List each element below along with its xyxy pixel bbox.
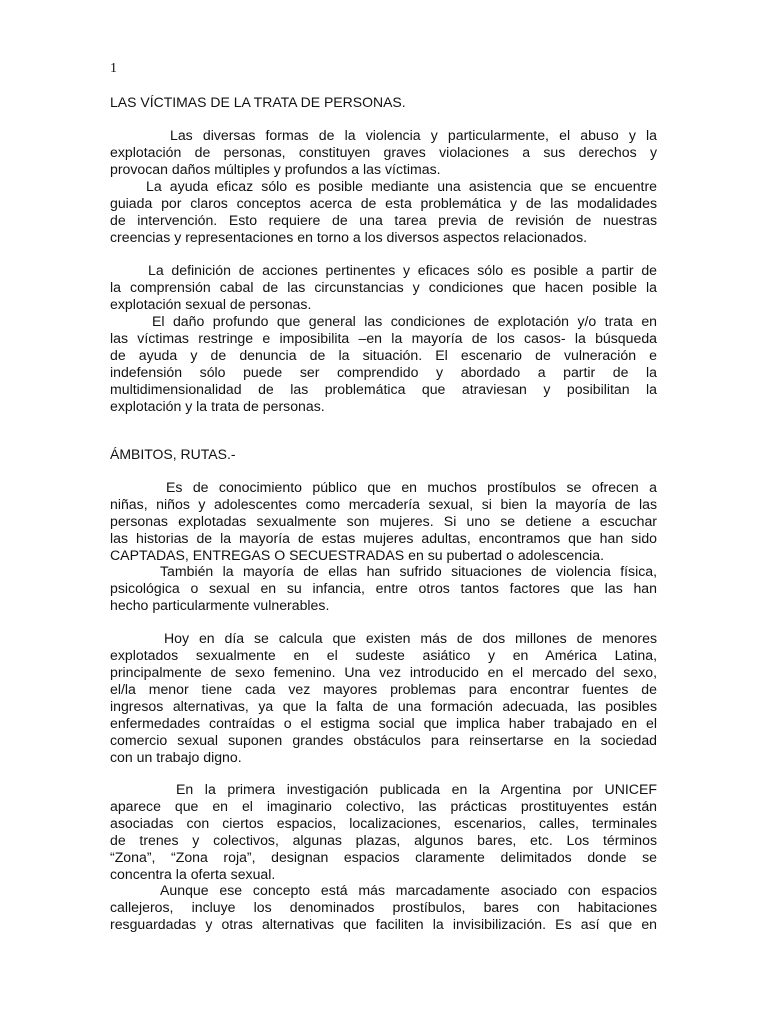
text-line: hecho particularmente vulnerables. [110,597,330,613]
text-line: explotados sexualmente en el sudeste asiático y en América Latina, [110,647,657,663]
text-line: La definición de acciones pertinentes y eficaces sólo es posible a partir de [148,262,657,278]
document-title: LAS VÍCTIMAS DE LA TRATA DE PERSONAS. [110,94,406,110]
paragraph-8 [110,781,657,883]
text-line: aparece que en el imaginario colectivo, las prácticas prostituyentes están [110,798,657,814]
paragraph-9 [110,882,657,933]
paragraph-1 [110,127,657,178]
paragraph-2 [110,178,657,246]
text-line: comercio sexual suponen grandes obstáculos para reinsertarse en la sociedad [110,732,657,748]
text-line: personas explotadas sexualmente son mujeres. Si uno se detiene a escuchar [110,513,657,529]
text-line: enfermedades contraídas o el estigma social que implica haber trabajado en el [110,715,657,731]
text-line: creencias y representaciones en torno a los diversos aspectos relacionados. [110,229,588,245]
text-line: asociadas con ciertos espacios, localizaciones, escenarios, calles, terminales [110,815,657,831]
text-line: las víctimas restringe e imposibilita –en la mayoría de los casos- la búsqueda [110,330,657,346]
text-line: concentra la oferta sexual. [110,866,276,882]
text-line: niñas, niños y adolescentes como mercadería sexual, si bien la mayoría de las [110,496,657,512]
text-line: psicológica o sexual en su infancia, entre otros tantos factores que las han [110,580,657,596]
text-line: de ayuda y de denuncia de la situación. El escenario de vulneración e [110,347,657,363]
text-line: principalmente de sexo femenino. Una vez introducido en el mercado del sexo, [110,664,657,680]
text-line: de trenes y colectivos, algunas plazas, algunos bares, etc. Los términos [110,832,657,848]
paragraph-3 [110,262,657,313]
paragraph-5 [110,479,657,564]
text-line: Aunque ese concepto está más marcadamente asociado con espacios [160,882,657,898]
paragraph-7 [110,630,657,766]
text-line: La ayuda eficaz sólo es posible mediante una asistencia que se encuentre [146,178,657,194]
text-line: En la primera investigación publicada en la Argentina por UNICEF [176,781,657,797]
text-line: También la mayoría de ellas han sufrido situaciones de violencia física, [160,563,657,579]
text-line: CAPTADAS, ENTREGAS O SECUESTRADAS en su pubertad o adolescencia. [110,547,605,563]
text-line: de intervención. Esto requiere de una tarea previa de revisión de nuestras [110,212,657,228]
text-line: provocan daños múltiples y profundos a las víctimas. [110,161,441,177]
text-line: guiada por claros conceptos acerca de esta problemática y de las modalidades [110,195,657,211]
text-line: indefensión sólo puede ser comprendido y abordado a partir de la [110,364,657,380]
section-heading: ÁMBITOS, RUTAS.- [110,446,236,462]
text-line: explotación sexual de personas. [110,296,312,312]
text-line: la comprensión cabal de las circunstancias y condiciones que hacen posible la [110,279,657,295]
text-line: “Zona”, “Zona roja”, designan espacios claramente delimitados donde se [110,849,657,865]
page-number: 1 [110,61,117,76]
text-line: multidimensionalidad de las problemática que atraviesan y posibilitan la [110,381,657,397]
text-line: Es de conocimiento público que en muchos prostíbulos se ofrecen a [166,479,657,495]
text-line: explotación de personas, constituyen graves violaciones a sus derechos y [110,144,657,160]
text-line: Hoy en día se calcula que existen más de dos millones de menores [164,630,657,646]
text-line: El daño profundo que general las condiciones de explotación y/o trata en [152,313,657,329]
text-line: callejeros, incluye los denominados prostíbulos, bares con habitaciones [110,899,657,915]
paragraph-6 [110,563,657,614]
document-page [110,0,657,1024]
text-line: el/la menor tiene cada vez mayores problemas para encontrar fuentes de [110,681,657,697]
paragraph-4 [110,313,657,415]
text-line: con un trabajo digno. [110,749,242,765]
text-line: Las diversas formas de la violencia y particularmente, el abuso y la [170,127,657,143]
text-line: explotación y la trata de personas. [110,398,325,414]
text-line: ingresos alternativas, ya que la falta de una formación adecuada, las posibles [110,698,657,714]
text-line: resguardadas y otras alternativas que faciliten la invisibilización. Es así que en [110,916,657,932]
text-line: las historias de la mayoría de estas mujeres adultas, encontramos que han sido [110,530,657,546]
